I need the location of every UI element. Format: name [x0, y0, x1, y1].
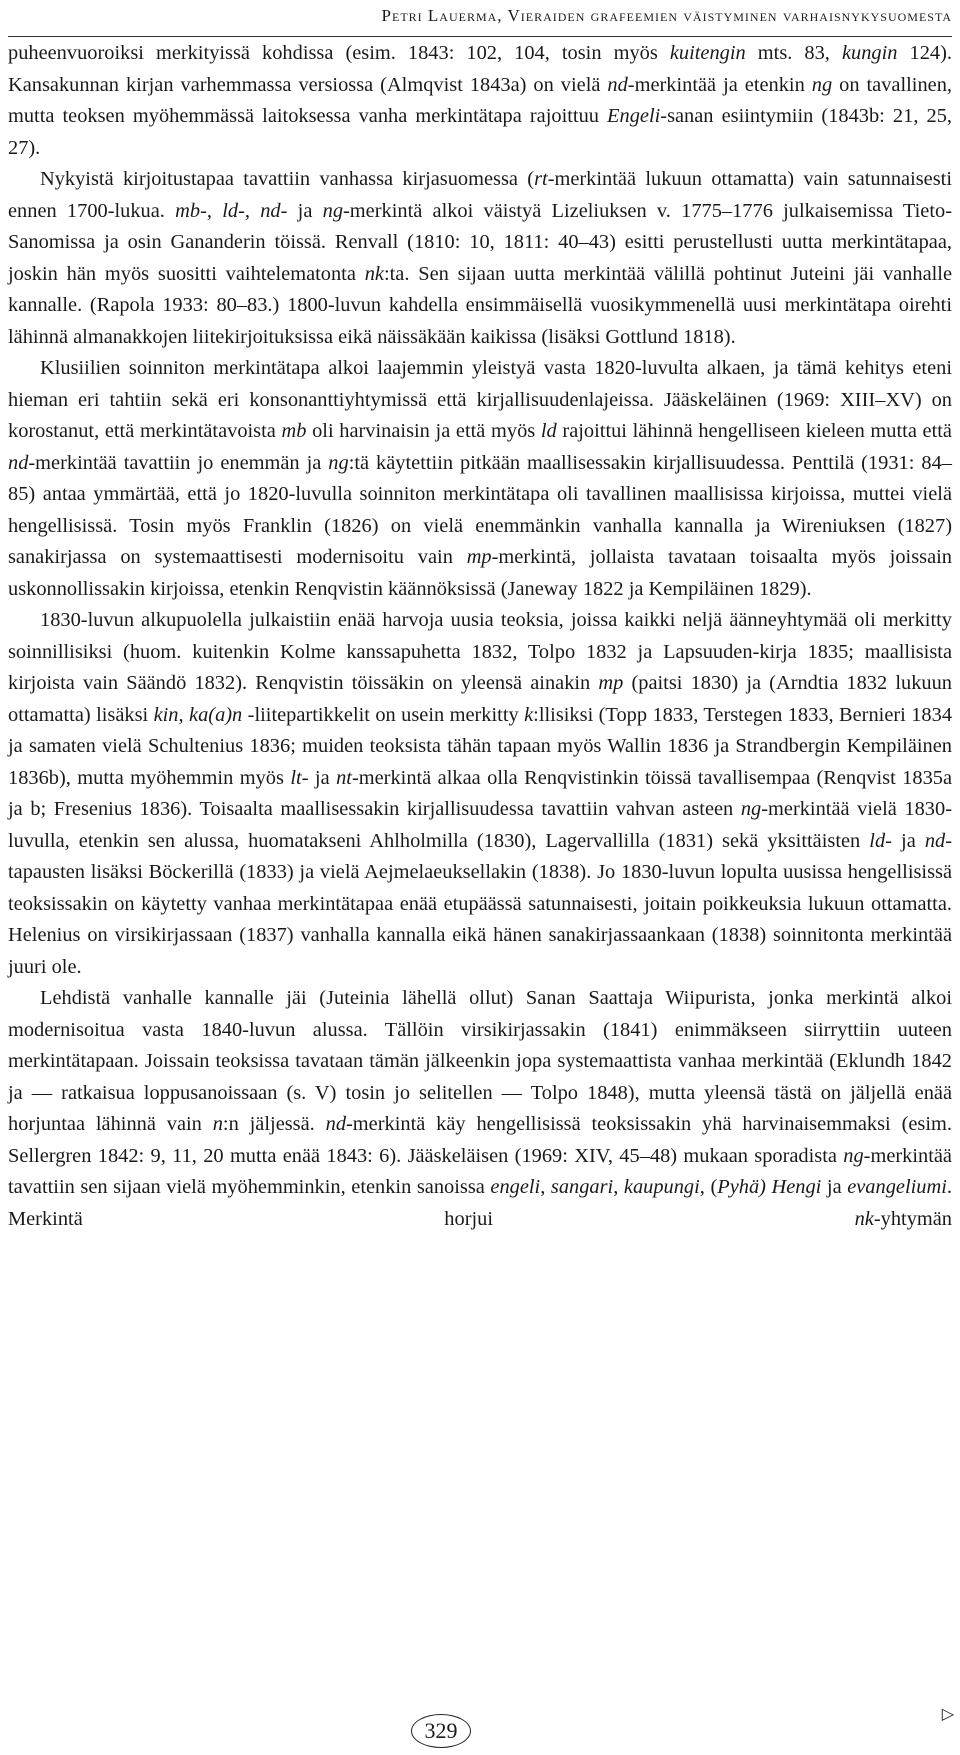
text-run: - ja [885, 829, 925, 852]
italic-term: nd [607, 73, 628, 96]
text-run: -merkintä alkaa olla Renqvistinkin töissä tavallisempaa (Renqvist 1835a ja b; Fresenius 1836). Toisaalta maallisessakin kirjallisuudessa tavattiin vahvan asteen [8, 766, 953, 820]
text-run: - ja [280, 199, 323, 222]
text-run: -liitepartikkelit on usein merkitty [242, 703, 525, 726]
italic-term: sangari [550, 1176, 614, 1198]
header-rule [8, 36, 952, 37]
text-run: -tapausten lisäksi Böckerillä (1833) ja vielä Aejmelaeuksellakin (1838). Jo 1830-luvun lopulta uusissa hengellisissä teoksissakin on käytetty vanhaa merkintätapaa enää etupäässä satunnaisesti, joitain poikkeuksia lukuun ottamatta. Helenius on virsikirjassaan (1837) vanhalla kannalla eikä hänen sanakirjassaankaan (1838) soinnitonta merkintää juuri ole. [8, 829, 952, 978]
italic-term: mp [598, 672, 624, 694]
italic-term: ng [328, 451, 349, 474]
text-run: -merkintä, jollaista tavataan toisaalta myös joissain uskonnollissakin kirjoissa, etenkin Renqvistin käännöksissä (Janeway 1822 ja Kempiläinen 1829). [8, 546, 952, 600]
text-run: -merkintää vielä 1830-luvulla, etenkin sen alussa, huomatakseni Ahlholmilla (1830), Lagervallilla (1831) sekä yksittäisten [8, 798, 952, 852]
text-run: rajoittui lähinnä hengelliseen kieleen mutta että [556, 420, 952, 442]
text-run: oli harvinaisin ja että myös [306, 420, 541, 442]
italic-term: ng [811, 73, 833, 96]
italic-term: mb [175, 199, 201, 222]
text-run: - ja [301, 766, 337, 789]
text-run: , ( [699, 1176, 718, 1198]
text-run: :llisiksi (Topp 1833, Terstegen 1833, Bernieri 1834 ja samaten vielä Schultenius 1836; muiden teoksista tähän tapaan myös Wallin 1836 ja Strandbergin Kempiläinen 1836b), mutta myöhemmin myös [8, 703, 953, 789]
text-run: -yhtymän [873, 1207, 952, 1230]
text-run: :ta. Sen sijaan uutta merkintää välillä pohtinut Juteini jäi vanhalle kannalle. (Rapola 1933: 80–83.) 1800-luvun kahdella ensimmäisellä vuosikymmenellä uusi merkintätapa oirehti lähinnä almanakkojen liitekirjoituksissa eikä näissäkään kaikissa (lisäksi Gottlund 1818). [8, 262, 952, 348]
italic-term: nd [260, 199, 281, 222]
text-run: , [613, 1176, 624, 1198]
italic-term: k [524, 703, 534, 726]
text-run: Nykyistä kirjoitustapaa tavattiin vanhassa kirjasuomessa ( [40, 168, 535, 190]
text-run: , [540, 1176, 551, 1198]
italic-term: nk [364, 262, 384, 285]
text-run: :n jäljessä. [222, 1113, 326, 1135]
text-run: Klusiilien soinniton merkintätapa alkoi laajemmin yleistyä vasta 1820-luvulta alkaen, ja tämä kehitys eteni hieman eri tahtiin sekä eri konsonanttiyhtymissä että kirjallisuudenlajeissa. Jääskeläinen (1969: XIII–XV) on korostanut, että merkintätavoista [8, 357, 952, 442]
text-run: Lehdistä vanhalle kannalle jäi (Juteinia lähellä ollut) Sanan Saattaja Wiipurista, jonka merkintä alkoi modernisoitua vasta 1840-luvun alussa. Tällöin virsikirjassakin (1841) enimmäkseen siirryttiin uuteen merkintätapaan. Joissain teoksissa tavataan tämän jälkeenkin jopa systemaattista vanhaa merkintää (Eklundh 1842 ja — ratkaisua loppusanoissaan (s. V) tosin jo selitellen — Tolpo 1848), mutta yleensä tästä on jäljellä enää horjuntaa lähinnä vain [8, 987, 952, 1135]
paragraph-p2 [8, 164, 952, 353]
text-run: -merkintää tavattiin jo enemmän ja [28, 451, 329, 474]
italic-term: kungin [841, 42, 898, 64]
body-text [8, 38, 952, 1235]
text-run: (paitsi 1830) ja (Arndtia 1832 lukuun ottamatta) lisäksi [8, 672, 952, 726]
italic-term: n [212, 1113, 223, 1135]
running-head [0, 6, 952, 26]
italic-term: ld [869, 829, 886, 852]
italic-term: ka(a)n [189, 703, 243, 726]
page-number: 329 [411, 1714, 471, 1748]
text-run: puheenvuoroiksi merkityissä kohdissa (esim. 1843: 102, 104, tosin myös [8, 42, 670, 64]
italic-term: nd [325, 1113, 347, 1135]
text-run: -, [200, 199, 223, 222]
text-run: mts. 83, [745, 42, 842, 64]
text-run: -sanan esiintymiin (1843b: 21, 25, 27). [8, 105, 952, 159]
text-run: -merkintää lukuun ottamatta) vain satunnaisesti ennen 1700-lukua. [8, 168, 952, 222]
text-run: 1830-luvun alkupuolella julkaistiin enää harvoja uusia teoksia, joissa kaikki neljä äänneyhtymää oli merkitty soinnillisiksi (huom. kuitenkin Kolme kanssapuhetta 1832, Tolpo 1832 ja Lapsuuden-kirja 1835; maallisista kirjoista vain Säändö 1832). Renqvistin töissäkin on yleensä ainakin [8, 609, 952, 694]
italic-term: nd [924, 829, 946, 852]
italic-term: kaupungi [623, 1176, 700, 1198]
text-run: -merkintää tavattiin sen sijaan vielä myöhemminkin, etenkin sanoissa [8, 1144, 952, 1198]
continuation-arrow-icon: ▷ [941, 1706, 954, 1723]
text-run: ja [821, 1176, 848, 1198]
italic-term: rt [534, 168, 548, 190]
running-title: Petri Lauerma, Vieraiden grafeemien väistyminen varhaisnykysuomesta [381, 6, 952, 25]
text-run: -merkintä alkoi väistyä Lizeliuksen v. 1775–1776 julkaisemissa Tieto-Sanomissa ja osin Gananderin töissä. Renvall (1810: 10, 1811: 40–43) esitti perustellusti uutta merkintätapaa, joskin hän myös suositti vaihtelematonta [8, 199, 952, 285]
italic-term: Engeli [607, 105, 661, 127]
text-run: , [178, 703, 190, 726]
text-run: -merkintä käy hengellisissä teoksissakin yhä harvinaisemmaksi (esim. Sellergren 1842: 9, 11, 20 mutta enää 1843: 6). Jääskeläisen (1969: XIV, 45–48) mukaan sporadista [8, 1113, 952, 1167]
italic-term: mp [466, 546, 492, 568]
text-run: -, [238, 199, 261, 222]
italic-term: ng [322, 199, 344, 222]
paragraph-p1 [8, 38, 952, 164]
italic-term: kin [153, 703, 179, 726]
italic-term: evangeliumi [847, 1176, 947, 1198]
italic-term: ld [540, 420, 557, 442]
italic-term: engeli [490, 1176, 541, 1198]
text-run: on tavallinen, mutta teoksen myöhemmässä laitoksessa vanha merkintätapa rajoittuu [8, 73, 952, 127]
italic-term: lt [290, 766, 302, 789]
text-run: . Merkintä horjui [8, 1176, 952, 1230]
italic-term: ng [740, 798, 762, 820]
text-run: 124). Kansakunnan kirjan varhemmassa versiossa (Almqvist 1843a) on vielä [8, 42, 952, 96]
italic-term: nd [8, 451, 29, 474]
italic-term: kuitengin [669, 42, 746, 64]
paragraph-p3 [8, 353, 952, 605]
text-run: -merkintää ja etenkin [627, 73, 812, 96]
italic-term: nk [854, 1207, 874, 1230]
text-run: :tä käytettiin pitkään maallisessakin kirjallisuudessa. Penttilä (1931: 84–85) antaa ymmärtää, että jo 1820-luvulla soinniton merkintätapa oli tavallinen maallisissa kirjoissa, muttei vielä hengellisissä. Tosin myös Franklin (1826) on vielä enemmänkin vanhalla kannalla ja Wireniuksen (1827) sanakirjassa on systemaattisesti modernisoitu vain [8, 451, 952, 568]
italic-term: mb [281, 420, 307, 442]
italic-term: ng [843, 1144, 864, 1167]
italic-term: nt [336, 766, 352, 789]
paragraph-p4 [8, 605, 952, 983]
italic-term: Pyhä) Hengi [717, 1176, 822, 1198]
paragraph-p5 [8, 983, 952, 1235]
italic-term: ld [222, 199, 239, 222]
